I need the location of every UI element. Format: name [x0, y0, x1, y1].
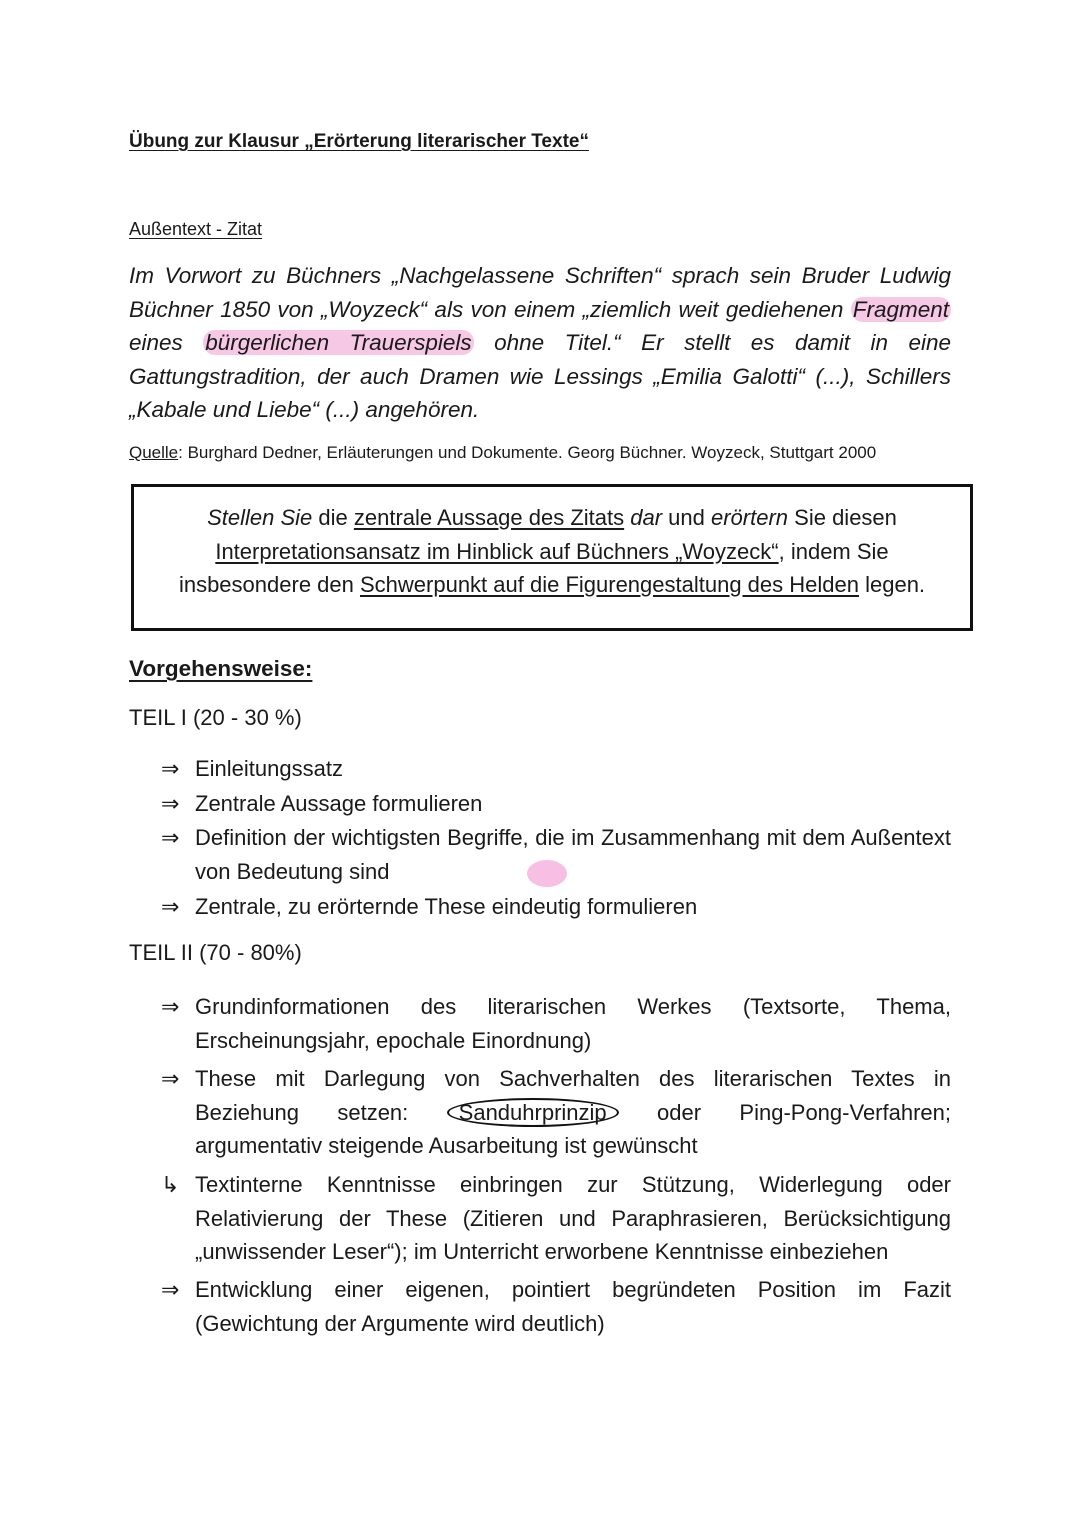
teil2-item-text: Grundinformationen des literarischen Werkes (Textsorte, Thema, Erscheinungsjahr, epochale Einordnung): [195, 994, 951, 1053]
task-text: [134, 501, 970, 602]
task-indem: , indem Sie: [778, 538, 889, 564]
arrow-icon: ⇒: [161, 1277, 180, 1302]
page-title: Übung zur Klausur „Erörterung literarischer Texte“: [129, 131, 589, 152]
task-schwerpunkt: Schwerpunkt auf die Figurengestaltung des Helden: [359, 572, 859, 597]
task-und: und: [662, 505, 711, 530]
quote-paragraph: [129, 259, 951, 427]
source-line: [129, 443, 876, 463]
teil2-item-text: Textinterne Kenntnisse einbringen zur Stützung, Widerlegung oder Relativierung der These (Zitieren und Paraphrasieren, Berücksichtigung „unwissender Leser“); im Unterricht erworbene Kenntnisse einbeziehen: [195, 1172, 951, 1264]
teil1-item: [161, 787, 951, 821]
teil2-heading: TEIL II (70 - 80%): [129, 940, 302, 965]
teil2-item: [161, 1168, 951, 1269]
teil1-item-text: Einleitungssatz: [195, 756, 343, 781]
task-eroertern: erörtern: [711, 505, 789, 530]
source-text: : Burghard Dedner, Erläuterungen und Dokumente. Georg Büchner. Woyzeck, Stuttgart 2000: [178, 443, 877, 462]
arrow-icon: ⇒: [161, 994, 180, 1019]
teil2-item: [161, 990, 951, 1057]
arrow-icon: ⇒: [161, 1066, 180, 1091]
teil2-item: [161, 1062, 951, 1163]
highlight-trauerspiel: bürgerlichen Trauerspiels: [205, 330, 472, 356]
task-interpretationsansatz: Interpretationsansatz im Hinblick auf Büchners „Woyzeck“: [215, 538, 779, 564]
circled-sanduhrprinzip: Sanduhrprinzip: [447, 1098, 619, 1127]
task-box: [131, 484, 973, 631]
task-word: die: [312, 505, 354, 530]
teil1-item: [161, 890, 951, 924]
quote-text-1: Im Vorwort zu Büchners „Nachgelassene Schriften“ sprach sein Bruder Ludwig Büchner 1850 von „Woyzeck“ als von einem „ziemlich weit gediehenen: [129, 263, 951, 322]
quote-text-2: eines: [129, 330, 204, 356]
task-insbesondere: insbesondere den: [178, 572, 360, 597]
teil1-item: [161, 752, 951, 786]
teil2-item-text: Entwicklung einer eigenen, pointiert begründeten Position im Fazit (Gewichtung der Argumente wird deutlich): [195, 1277, 951, 1336]
task-sie-diesen: Sie diesen: [788, 505, 897, 530]
teil2-item2-part2: oder Ping-Pong-Verfahren; argumentativ steigende Ausarbeitung ist gewünscht: [195, 1099, 951, 1158]
task-legen: legen.: [858, 572, 926, 597]
teil1-heading: TEIL I (20 - 30 %): [129, 705, 302, 730]
aussentext-label: Außentext - Zitat: [129, 219, 263, 239]
highlighter-blob: [527, 860, 567, 887]
teil1-item-text: Zentrale, zu erörternde These eindeutig formulieren: [195, 894, 698, 919]
task-stellen: Stellen Sie: [207, 505, 313, 530]
teil2-item-text: [195, 1062, 951, 1163]
quote-text-3: ohne Titel.“ Er stellt es damit in eine Gattungstradition, der auch Dramen wie Lessings „Emilia Galotti“ (...), Schillers „Kabale und Liebe“ (...) angehören.: [129, 330, 951, 423]
source-label: Quelle: [129, 443, 179, 462]
procedure-heading: Vorgehensweise:: [129, 656, 313, 681]
highlight-fragment: Fragment: [852, 296, 949, 322]
task-dar: dar: [630, 505, 663, 530]
teil1-item-text: Definition der wichtigsten Begriffe, die im Zusammenhang mit dem Außentext von Bedeutung sind: [195, 825, 951, 884]
arrow-icon: ⇒: [161, 894, 180, 919]
teil2-item2-part1: These mit Darlegung von Sachverhalten des literarischen Textes in Beziehung setzen:: [195, 1066, 951, 1125]
sub-arrow-icon: ↳: [161, 1172, 180, 1197]
arrow-icon: ⇒: [161, 791, 180, 816]
teil1-item-text: Zentrale Aussage formulieren: [195, 791, 483, 816]
arrow-icon: ⇒: [161, 756, 180, 781]
arrow-icon: ⇒: [161, 825, 180, 850]
task-zentrale-aussage: zentrale Aussage des Zitats: [353, 505, 625, 530]
teil2-item: [161, 1273, 951, 1340]
